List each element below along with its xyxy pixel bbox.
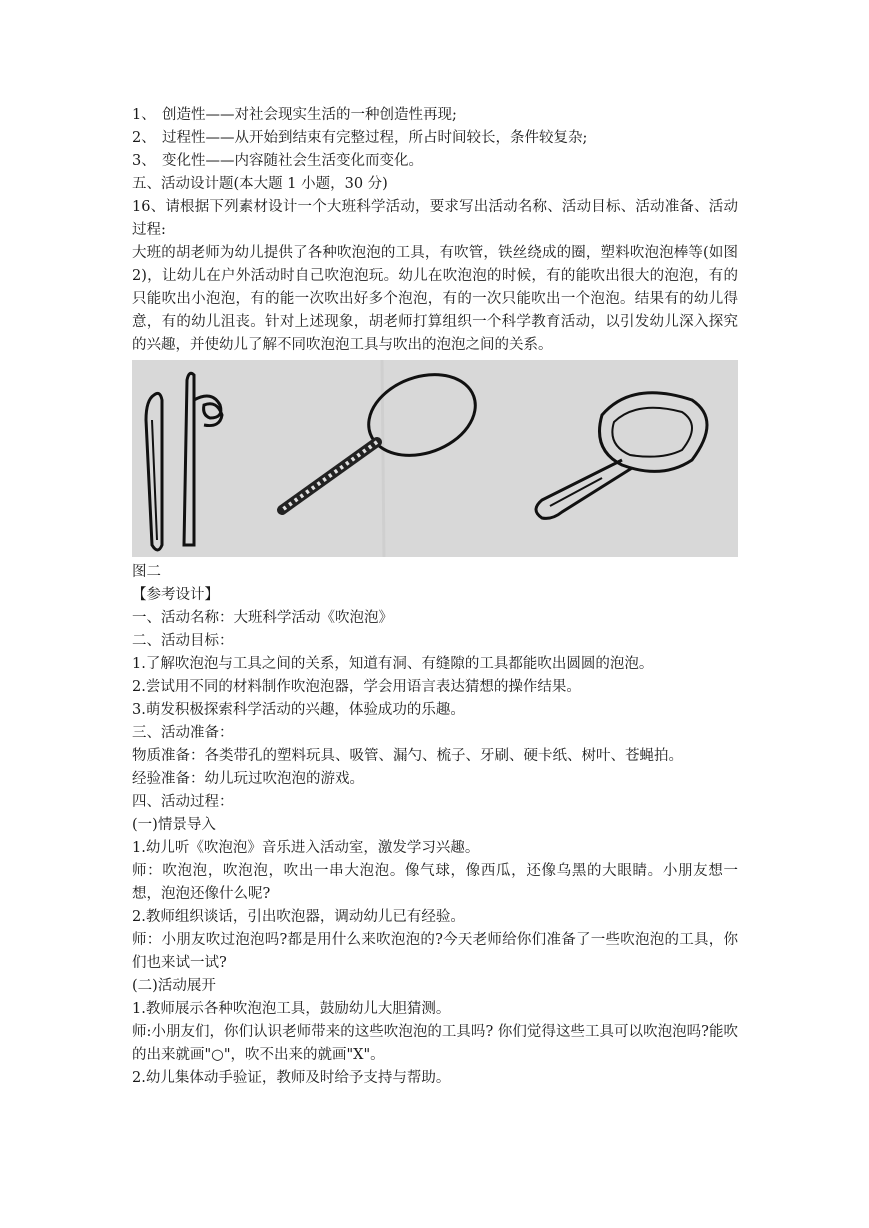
part-1-teacher-1: 师：吹泡泡，吹泡泡，吹出一串大泡泡。像气球，像西瓜，还像乌黑的大眼睛。小朋友想一想，泡泡还像什么呢? [132,863,738,902]
feature-text: 过程性——从开始到结束有完整过程，所占时间较长，条件较复杂; [162,130,588,146]
feature-number: 3、 [132,153,156,169]
feature-item [132,127,738,150]
feature-text: 创造性——对社会现实生活的一种创造性再现; [162,107,457,123]
goal-item: 2.尝试用不同的材料制作吹泡泡器，学会用语言表达猜想的操作结果。 [132,679,581,695]
question-16-material: 大班的胡老师为幼儿提供了各种吹泡泡的工具，有吹管，铁丝绕成的圈，塑料吹泡泡棒等(如图 2)，让幼儿在户外活动时自己吹泡泡玩。幼儿在吹泡泡的时候，有的能吹出很大的泡泡，有的只能吹出小泡泡，有的能一次吹出好多个泡泡，有的一次只能吹出一个泡泡。结果有的幼儿得意，有的幼儿沮丧。针对上述现象，胡老师打算组织一个科学教育活动，以引发幼儿深入探究的兴趣，并使幼儿了解不同吹泡泡工具与吹出的泡泡之间的关系。 [132,245,738,353]
document-content [132,104,738,1090]
feature-text: 变化性——内容随社会生活变化而变化。 [162,153,423,169]
part-1-heading: (一)情景导入 [132,817,216,833]
figure-caption: 图二 [132,564,161,580]
part-1-teacher-2: 师：小朋友吹过泡泡吗?都是用什么来吹泡泡的?今天老师给你们准备了一些吹泡泡的工具，你们也来试一试? [132,932,738,971]
preparation-heading: 三、活动准备： [132,725,234,741]
part-2-step-2: 2.幼儿集体动手验证，教师及时给予支持与帮助。 [132,1070,451,1086]
goal-item: 1.了解吹泡泡与工具之间的关系，知道有洞、有缝隙的工具都能吹出圆圆的泡泡。 [132,656,654,672]
bubble-tools-figure [132,360,738,557]
section-5-title: 五、活动设计题(本大题 1 小题，30 分) [132,176,388,192]
feature-number: 1、 [132,107,156,123]
part-2-heading: (二)活动展开 [132,978,216,994]
activity-name: 一、活动名称：大班科学活动《吹泡泡》 [132,610,393,626]
part-1-step-1: 1.幼儿听《吹泡泡》音乐进入活动室，激发学习兴趣。 [132,840,480,856]
part-2-step-1: 1.教师展示各种吹泡泡工具，鼓励幼儿大胆猜测。 [132,1001,451,1017]
material-preparation: 物质准备：各类带孔的塑料玩具、吸管、漏勺、梳子、牙刷、硬卡纸、树叶、苍蝇拍。 [132,748,683,764]
feature-item [132,150,738,173]
bubble-tools-drawing [132,360,738,557]
question-16-prompt: 16、请根据下列素材设计一个大班科学活动，要求写出活动名称、活动目标、活动准备、活动过程: [132,199,738,238]
goal-item: 3.萌发积极探索科学活动的兴趣，体验成功的乐趣。 [132,702,465,718]
experience-preparation: 经验准备：幼儿玩过吹泡泡的游戏。 [132,771,364,787]
part-1-step-2: 2.教师组织谈话，引出吹泡器，调动幼儿已有经验。 [132,909,465,925]
part-2-teacher-1: 师:小朋友们，你们认识老师带来的这些吹泡泡的工具吗? 你们觉得这些工具可以吹泡泡吗?能吹的出来就画"○"，吹不出来的就画"X"。 [132,1024,738,1063]
feature-item [132,104,738,127]
feature-number: 2、 [132,130,156,146]
reference-heading: 【参考设计】 [132,587,219,603]
process-heading: 四、活动过程： [132,794,234,810]
goals-heading: 二、活动目标： [132,633,234,649]
